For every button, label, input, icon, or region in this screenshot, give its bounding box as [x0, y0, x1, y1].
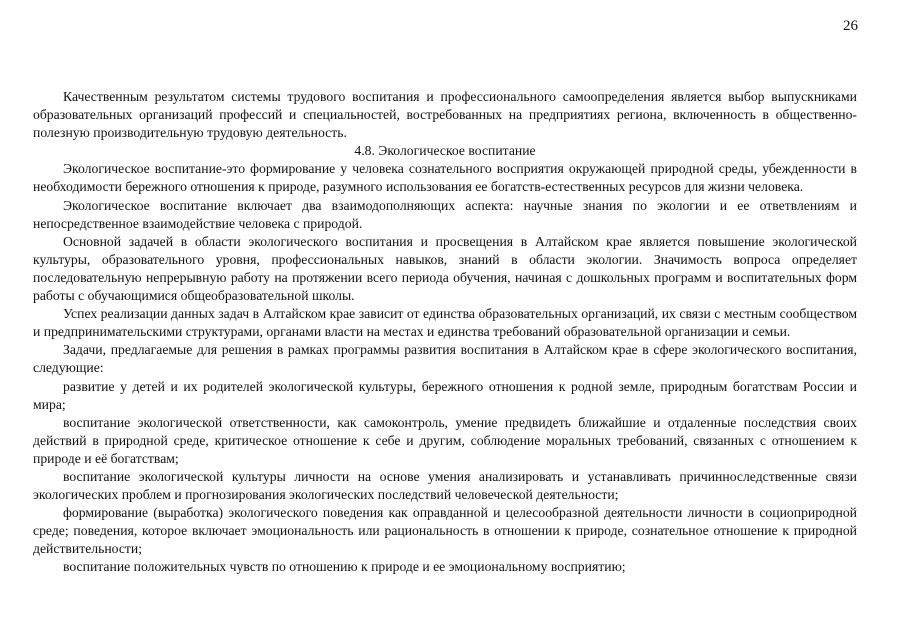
paragraph-main-task: Основной задачей в области экологического воспитания и просвещения в Алтайском крае является повышение экологической культуры, образовательного уровня, профессиональных навыков, знаний в области экологии. Значимость вопроса определяет последовательную непрерывную работу на протяжении всего периода обучения, начиная с дошкольных программ и воспитательных форм работы с обучающимися общеобразовательной школы. — [33, 233, 857, 304]
document-body — [33, 88, 857, 577]
paragraph-success: Успех реализации данных задач в Алтайском крае зависит от единства образовательных организаций, их связи с местным сообществом и предпринимательскими структурами, органами власти на местах и единства требований образовательной организации и семьи. — [33, 306, 857, 340]
paragraph-aspects: Экологическое воспитание включает два взаимодополняющих аспекта: научные знания по экологии и ее ответвлениям и непосредственное взаимодействие человека с природой. — [33, 197, 857, 231]
list-item: воспитание положительных чувств по отношению к природе и ее эмоциональному восприятию; — [63, 559, 626, 575]
list-item: воспитание экологической ответственности, как самоконтроль, умение предвидеть ближайшие и отдаленные последствия своих действий в природной среде, критическое отношение к себе и другим, соблюдение моральных требований, связанных с отношением к природе и её богатствам; — [33, 414, 857, 466]
section-heading: 4.8. Экологическое воспитание — [354, 143, 536, 159]
list-item: формирование (выработка) экологического поведения как оправданной и целесообразной деятельности личности в социоприродной среде; поведения, которое включает эмоциональность или рациональность в отношении к природе, сознательное отношение к природной действительности; — [33, 505, 857, 557]
paragraph-tasks-intro: Задачи, предлагаемые для решения в рамках программы развития воспитания в Алтайском крае в сфере экологического воспитания, следующие: — [33, 342, 857, 376]
paragraph-definition: Экологическое воспитание-это формирование у человека сознательного восприятия окружающей природной среды, убежденности в необходимости бережного отношения к природе, разумного использования ее богатств-естественных ресурсов для жизни человека. — [33, 161, 857, 195]
intro-paragraph: Качественным результатом системы трудового воспитания и профессионального самоопределения является выбор выпускниками образовательных организаций профессий и специальностей, востребованных на предприятиях региона, включенность в общественно-полезную производительную трудовую деятельность. — [33, 89, 857, 141]
list-item: воспитание экологической культуры личности на основе умения анализировать и устанавливать причинноследственные связи экологических проблем и прогнозирования экологических последствий человеческой деятельности; — [33, 468, 857, 503]
page-number: 26 — [843, 18, 858, 34]
list-item: развитие у детей и их родителей экологической культуры, бережного отношения к родной земле, природным богатствам России и мира; — [33, 378, 857, 412]
